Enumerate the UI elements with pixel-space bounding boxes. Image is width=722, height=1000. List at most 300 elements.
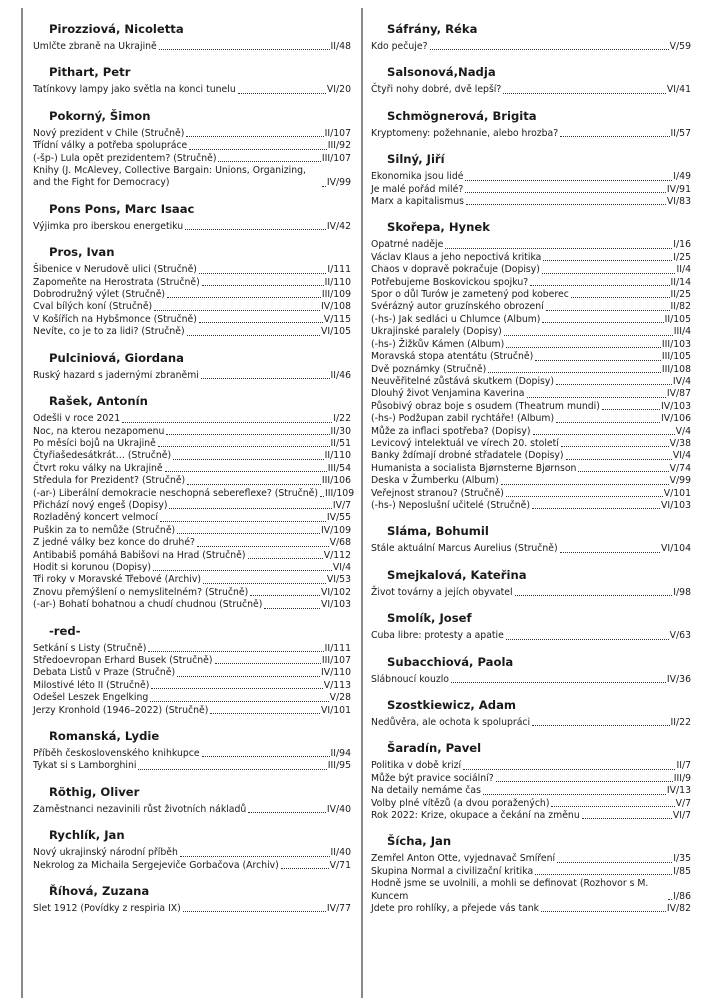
- index-entry: [371, 426, 691, 438]
- entry-reference: IV/103: [661, 400, 691, 412]
- entry-title: V Košířích na Hybšmonce (Stručně): [33, 313, 197, 325]
- dot-leader: [154, 310, 320, 311]
- dot-leader: [264, 608, 320, 609]
- author-name: Röthig, Oliver: [49, 784, 140, 799]
- author-block: [33, 22, 351, 61]
- entry-title: Umlčte zbraně na Ukrajině: [33, 41, 157, 52]
- dot-leader: [515, 595, 673, 596]
- entry-reference: V/113: [323, 679, 351, 691]
- index-entry: [33, 574, 351, 586]
- index-entry: [371, 773, 691, 785]
- dot-leader: [466, 204, 666, 205]
- dot-leader: [602, 409, 660, 410]
- entry-title: Nový ukrajinský národní příběh: [33, 847, 178, 859]
- dot-leader: [560, 552, 660, 553]
- entry-reference: V/115: [323, 313, 351, 325]
- dot-leader: [527, 397, 666, 398]
- dot-leader: [180, 856, 330, 857]
- author-name: -red-: [49, 623, 81, 638]
- author-name: Pokorný, Šimon: [49, 108, 151, 123]
- author-block: [371, 611, 691, 650]
- index-entry: [33, 153, 351, 165]
- dot-leader: [153, 570, 332, 571]
- index-entry: [371, 450, 691, 462]
- dot-leader: [166, 434, 329, 435]
- entry-reference: I/25: [673, 251, 691, 263]
- index-entry: [371, 866, 691, 878]
- entry-reference: III/109: [325, 487, 355, 499]
- dot-leader: [173, 459, 323, 460]
- entry-reference: II/40: [330, 847, 351, 859]
- index-entry: [33, 667, 351, 679]
- entry-title: Veřejnost stranou? (Stručně): [371, 487, 504, 499]
- author-name: Šaradín, Pavel: [387, 741, 482, 756]
- index-entry: [371, 252, 691, 264]
- entry-reference: VI/83: [666, 196, 691, 208]
- entry-reference: IV/82: [666, 903, 691, 915]
- entry-title: Čtyřiašedesátkrát… (Stručně): [33, 450, 172, 462]
- index-entry: [371, 438, 691, 450]
- entry-reference: V/4: [675, 425, 691, 437]
- entry-reference: II/25: [670, 289, 691, 301]
- entry-reference: IV/13: [666, 785, 691, 797]
- index-entry: [33, 463, 351, 475]
- author-block: [371, 524, 691, 563]
- index-entry: [33, 562, 351, 574]
- entry-title: Přichází nový engeš (Dopisy): [33, 499, 168, 511]
- index-entry: [33, 475, 351, 487]
- index-entry: [33, 301, 351, 313]
- entry-reference: III/54: [327, 462, 351, 474]
- entry-reference: VI/104: [661, 543, 691, 555]
- dot-leader: [281, 868, 329, 869]
- dot-leader: [506, 496, 663, 497]
- dot-leader: [571, 297, 670, 298]
- section-gap: [371, 643, 691, 651]
- dot-leader: [197, 546, 329, 547]
- author-name: Smolík, Josef: [387, 611, 472, 626]
- dot-leader: [535, 874, 672, 875]
- dot-leader: [532, 508, 660, 509]
- entry-reference: VI/105: [321, 326, 351, 338]
- index-entry: [33, 264, 351, 276]
- entry-title: Zemřel Anton Otte, vyjednavač Smíření: [371, 853, 556, 865]
- dot-leader: [150, 701, 328, 702]
- entry-title: Tykat si s Lamborghini: [33, 760, 137, 772]
- entry-reference: IV/40: [326, 803, 351, 815]
- section-gap: [371, 556, 691, 564]
- entry-reference: II/110: [324, 276, 351, 288]
- dot-leader: [160, 521, 326, 522]
- dot-leader: [187, 335, 320, 336]
- index-entry: [33, 760, 351, 772]
- index-entry: [371, 41, 691, 53]
- dot-leader: [668, 899, 672, 900]
- entry-title: Debata Listů v Praze (Stručně): [33, 667, 176, 679]
- entry-reference: IV/55: [326, 512, 351, 524]
- entry-reference: VI/103: [661, 499, 691, 511]
- entry-title: Humanista a socialista Bjørnsterne Bjørnson: [371, 462, 577, 474]
- entry-title: Spor o důl Turów je zametený pod koberec: [371, 289, 569, 301]
- dot-leader: [122, 422, 332, 423]
- author-block: [371, 741, 691, 830]
- entry-reference: I/49: [673, 171, 691, 183]
- author-block: [33, 202, 351, 241]
- section-gap: [33, 816, 351, 824]
- index-entry: [33, 221, 351, 233]
- author-block: [33, 65, 351, 104]
- dot-leader: [503, 93, 666, 94]
- entry-title: Ekonomika jsou lidé: [371, 171, 464, 183]
- dot-leader: [322, 186, 326, 187]
- entry-title: Čtvrt roku války na Ukrajině: [33, 462, 163, 474]
- section-gap: [371, 208, 691, 216]
- index-entry: [371, 878, 691, 903]
- section-gap: [371, 140, 691, 148]
- dot-leader: [463, 769, 675, 770]
- dot-leader: [202, 285, 324, 286]
- entry-title: Slet 1912 (Povídky z respiria IX): [33, 903, 181, 915]
- entry-title: Marx a kapitalismus: [371, 196, 464, 208]
- dot-leader: [210, 713, 320, 714]
- entry-reference: VI/102: [321, 586, 351, 598]
- entry-reference: IV/110: [321, 667, 351, 679]
- section-gap: [371, 53, 691, 61]
- index-entry: [33, 860, 351, 872]
- entry-reference: V/101: [663, 487, 691, 499]
- dot-leader: [189, 149, 327, 150]
- author-block: [33, 394, 355, 620]
- index-entry: [33, 450, 351, 462]
- entry-title: Nový prezident v Chile (Stručně): [33, 127, 185, 139]
- dot-leader: [560, 136, 669, 137]
- entry-title: Středula for Prezident? (Stručně): [33, 475, 186, 487]
- author-block: [371, 220, 691, 520]
- entry-title: Svérázný autor gruzínského obrození: [371, 301, 544, 313]
- index-entry: [371, 413, 691, 425]
- entry-reference: II/105: [664, 313, 691, 325]
- dot-leader: [248, 812, 326, 813]
- section-gap: [33, 53, 351, 61]
- entry-title: Dvě poznámky (Stručně): [371, 363, 487, 375]
- entry-title: Na detaily nemáme čas: [371, 785, 481, 797]
- entry-reference: I/35: [673, 853, 691, 865]
- index-entry: [371, 301, 691, 313]
- index-entry: [33, 314, 351, 326]
- entry-title: Odešli v roce 2021: [33, 413, 121, 425]
- index-entry: [371, 500, 691, 512]
- index-entry: [371, 326, 691, 338]
- section-gap: [33, 97, 351, 105]
- dot-leader: [551, 806, 674, 807]
- entry-title: Nekrolog za Michaila Sergejeviče Gorbačova (Archiv): [33, 859, 279, 871]
- index-entry: [33, 587, 351, 599]
- index-entry: [371, 587, 691, 599]
- index-entry: [33, 550, 351, 562]
- dot-leader: [506, 347, 661, 348]
- dot-leader: [542, 322, 663, 323]
- entry-title: (-hs-) Neposlušní učitelé (Stručně): [371, 499, 530, 511]
- section-gap: [371, 686, 691, 694]
- entry-reference: II/4: [676, 264, 691, 276]
- entry-title: Banky ždímají drobné střadatele (Dopisy): [371, 450, 564, 462]
- dot-leader: [148, 651, 323, 652]
- index-entry: [33, 84, 351, 96]
- index-entry: [33, 680, 351, 692]
- author-block: [371, 22, 691, 61]
- entry-reference: II/107: [324, 127, 351, 139]
- author-block: [371, 834, 691, 923]
- author-block: [371, 655, 691, 694]
- entry-title: Příběh československého knihkupce: [33, 748, 200, 760]
- entry-reference: III/107: [321, 655, 351, 666]
- dot-leader: [185, 229, 326, 230]
- author-block: [33, 729, 351, 781]
- index-entry: [33, 165, 351, 190]
- dot-leader: [201, 378, 330, 379]
- index-entry: [371, 674, 691, 686]
- section-gap: [33, 233, 351, 241]
- entry-title: Odešel Leszek Engelking: [33, 692, 149, 704]
- entry-title: Jerzy Kronhold (1946–2022) (Stručně): [33, 704, 209, 716]
- entry-reference: IV/4: [672, 375, 691, 387]
- entry-title: Středoevropan Erhard Busek (Stručně): [33, 655, 213, 666]
- dot-leader: [238, 93, 326, 94]
- dot-leader: [483, 794, 666, 795]
- author-block: [33, 624, 351, 725]
- index-entry: [371, 798, 691, 810]
- entry-reference: II/57: [670, 127, 691, 139]
- entry-reference: VI/4: [332, 561, 351, 573]
- author-block: [33, 351, 351, 390]
- index-entry: [33, 599, 351, 611]
- index-entry: [33, 370, 351, 382]
- column-divider: [361, 8, 363, 998]
- dot-leader: [535, 360, 661, 361]
- index-entry: [371, 84, 691, 96]
- index-entry: [371, 388, 691, 400]
- entry-reference: VI/20: [326, 84, 351, 96]
- index-entry: [33, 643, 351, 655]
- dot-leader: [556, 384, 672, 385]
- entry-reference: I/86: [673, 890, 691, 902]
- index-entry: [33, 289, 351, 301]
- entry-reference: VI/7: [672, 810, 691, 822]
- entry-reference: IV/99: [326, 177, 351, 189]
- dot-leader: [215, 663, 321, 664]
- dot-leader: [250, 595, 320, 596]
- entry-reference: III/109: [321, 289, 351, 301]
- entry-title: Tři roky v Moravské Třebové (Archiv): [33, 574, 201, 586]
- entry-reference: V/7: [675, 797, 691, 809]
- author-name: Silný, Jiří: [387, 152, 445, 167]
- entry-title: Zaměstnanci nezavinili růst životních nákladů: [33, 803, 247, 815]
- index-entry: [371, 760, 691, 772]
- dot-leader: [138, 769, 326, 770]
- entry-title: (-hs-) Žižkův Kámen (Album): [371, 338, 505, 350]
- entry-title: Cuba libre: protesty a apatie: [371, 630, 504, 642]
- entry-reference: II/82: [670, 301, 691, 313]
- dot-leader: [465, 180, 672, 181]
- dot-leader: [556, 422, 660, 423]
- author-name: Pirozziová, Nicoletta: [49, 22, 184, 36]
- index-entry: [371, 184, 691, 196]
- index-entry: [33, 537, 351, 549]
- section-gap: [371, 822, 691, 830]
- entry-reference: I/85: [673, 865, 691, 877]
- entry-title: Nedůvěra, ale ochota k spolupráci: [371, 717, 531, 728]
- entry-reference: II/7: [676, 760, 691, 772]
- entry-title: (-ar-) Bohatí bohatnou a chudí chudnou (Stručně): [33, 599, 263, 611]
- author-name: Říhová, Zuzana: [49, 884, 150, 899]
- entry-reference: II/46: [330, 369, 351, 381]
- dot-leader: [488, 372, 661, 373]
- index-entry: [371, 488, 691, 500]
- index-entry: [371, 351, 691, 363]
- entry-title: Dlouhý život Venjamina Kaverina: [371, 388, 525, 400]
- entry-title: Milostivé léto II (Stručně): [33, 679, 150, 691]
- entry-title: Deska v Žumberku (Album): [371, 475, 499, 487]
- dot-leader: [445, 248, 672, 249]
- entry-reference: VI/53: [326, 574, 351, 586]
- author-name: Rychlík, Jan: [49, 828, 125, 843]
- dot-leader: [496, 781, 673, 782]
- index-entry: [33, 413, 351, 425]
- entry-reference: III/106: [321, 475, 351, 487]
- index-entry: [33, 41, 351, 53]
- left-border-rule: [21, 8, 23, 998]
- dot-leader: [430, 49, 669, 50]
- entry-reference: VI/101: [321, 704, 351, 716]
- entry-title: (-ar-) Liberální demokracie neschopná sebereflexe? (Stručně): [33, 487, 318, 499]
- index-entry: [371, 903, 691, 915]
- dot-leader: [187, 484, 321, 485]
- entry-title: Působivý obraz boje s osudem (Theatrum mundi): [371, 400, 600, 412]
- author-block: [33, 785, 351, 824]
- right-column: [371, 18, 691, 923]
- entry-reference: II/110: [324, 450, 351, 462]
- section-gap: [371, 599, 691, 607]
- entry-reference: II/48: [330, 41, 351, 52]
- entry-title: Levicový intelektuál ve vírech 20. století: [371, 437, 559, 449]
- author-name: Romanská, Lydie: [49, 729, 160, 744]
- entry-reference: IV/42: [326, 220, 351, 232]
- entry-title: Václav Klaus a jeho nepoctivá kritika: [371, 251, 542, 263]
- index-entry: [371, 196, 691, 208]
- index-entry: [371, 128, 691, 140]
- author-name: Salsonová,Nadja: [387, 65, 496, 80]
- entry-title: Kdo pečuje?: [371, 41, 428, 52]
- index-entry: [33, 804, 351, 816]
- entry-reference: III/103: [661, 338, 691, 350]
- entry-title: Skupina Normal a civilizační kritika: [371, 865, 534, 877]
- entry-reference: IV/77: [326, 903, 351, 915]
- dot-leader: [506, 639, 669, 640]
- index-entry: [33, 705, 351, 717]
- dot-leader: [532, 725, 669, 726]
- section-gap: [33, 915, 351, 923]
- entry-title: Zapomeňte na Herostrata (Stručně): [33, 276, 200, 288]
- dot-leader: [320, 496, 324, 497]
- entry-reference: IV/109: [321, 524, 351, 536]
- entry-title: Dobrodružný výlet (Stručně): [33, 289, 166, 301]
- section-gap: [33, 382, 351, 390]
- index-entry: [371, 401, 691, 413]
- author-block: [371, 568, 691, 607]
- entry-reference: III/108: [661, 363, 691, 375]
- index-entry: [33, 438, 351, 450]
- entry-title: (-šp-) Lula opět prezidentem? (Stručně): [33, 152, 217, 164]
- section-gap: [33, 339, 351, 347]
- entry-reference: IV/7: [332, 499, 351, 511]
- dot-leader: [566, 459, 672, 460]
- entry-title: Ukrajinské paralely (Dopisy): [371, 326, 502, 338]
- author-name: Sláma, Bohumil: [387, 524, 489, 539]
- section-gap: [33, 717, 351, 725]
- index-entry: [371, 171, 691, 183]
- index-entry: [33, 748, 351, 760]
- entry-reference: II/111: [324, 642, 351, 654]
- section-gap: [371, 729, 691, 737]
- dot-leader: [561, 446, 669, 447]
- index-entry: [33, 525, 351, 537]
- author-block: [371, 152, 691, 216]
- entry-reference: VI/4: [672, 450, 691, 462]
- entry-title: Setkání s Listy (Stručně): [33, 642, 147, 654]
- author-block: [33, 109, 351, 198]
- entry-reference: II/51: [330, 437, 351, 449]
- index-entry: [33, 277, 351, 289]
- entry-reference: IV/91: [666, 183, 691, 195]
- entry-reference: III/95: [327, 760, 351, 772]
- index-entry: [33, 692, 351, 704]
- entry-reference: III/9: [673, 772, 691, 784]
- index-entry: [371, 364, 691, 376]
- dot-leader: [541, 911, 666, 912]
- index-entry: [33, 326, 351, 338]
- index-entry: [371, 277, 691, 289]
- dot-leader: [465, 192, 666, 193]
- entry-title: Noc, na kterou nezapomenu: [33, 425, 165, 437]
- dot-leader: [159, 49, 330, 50]
- entry-title: Politika v době krizí: [371, 760, 462, 772]
- author-block: [33, 828, 351, 880]
- entry-title: Může být pravice sociální?: [371, 772, 494, 784]
- index-entry: [371, 810, 691, 822]
- entry-title: Po měsíci bojů na Ukrajině: [33, 437, 156, 449]
- index-entry: [371, 463, 691, 475]
- index-entry: [371, 314, 691, 326]
- entry-reference: I/98: [673, 586, 691, 598]
- index-entry: [371, 630, 691, 642]
- entry-title: Potřebujeme Boskovickou spojku?: [371, 276, 529, 288]
- section-gap: [371, 97, 691, 105]
- index-entry: [33, 500, 351, 512]
- index-entry: [33, 140, 351, 152]
- author-block: [33, 884, 351, 923]
- entry-title: Moravská stopa atentátu (Stručně): [371, 351, 534, 363]
- dot-leader: [165, 471, 327, 472]
- entry-reference: IV/108: [321, 301, 351, 313]
- dot-leader: [543, 260, 672, 261]
- entry-reference: I/16: [673, 239, 691, 251]
- dot-leader: [151, 688, 322, 689]
- author-block: [371, 65, 691, 104]
- entry-reference: V/59: [669, 41, 691, 52]
- section-gap: [371, 512, 691, 520]
- entry-title: Chaos v dopravě pokračuje (Dopisy): [371, 264, 540, 276]
- entry-title: (-hs-) Podžupan zabil rychtáře! (Album): [371, 413, 555, 425]
